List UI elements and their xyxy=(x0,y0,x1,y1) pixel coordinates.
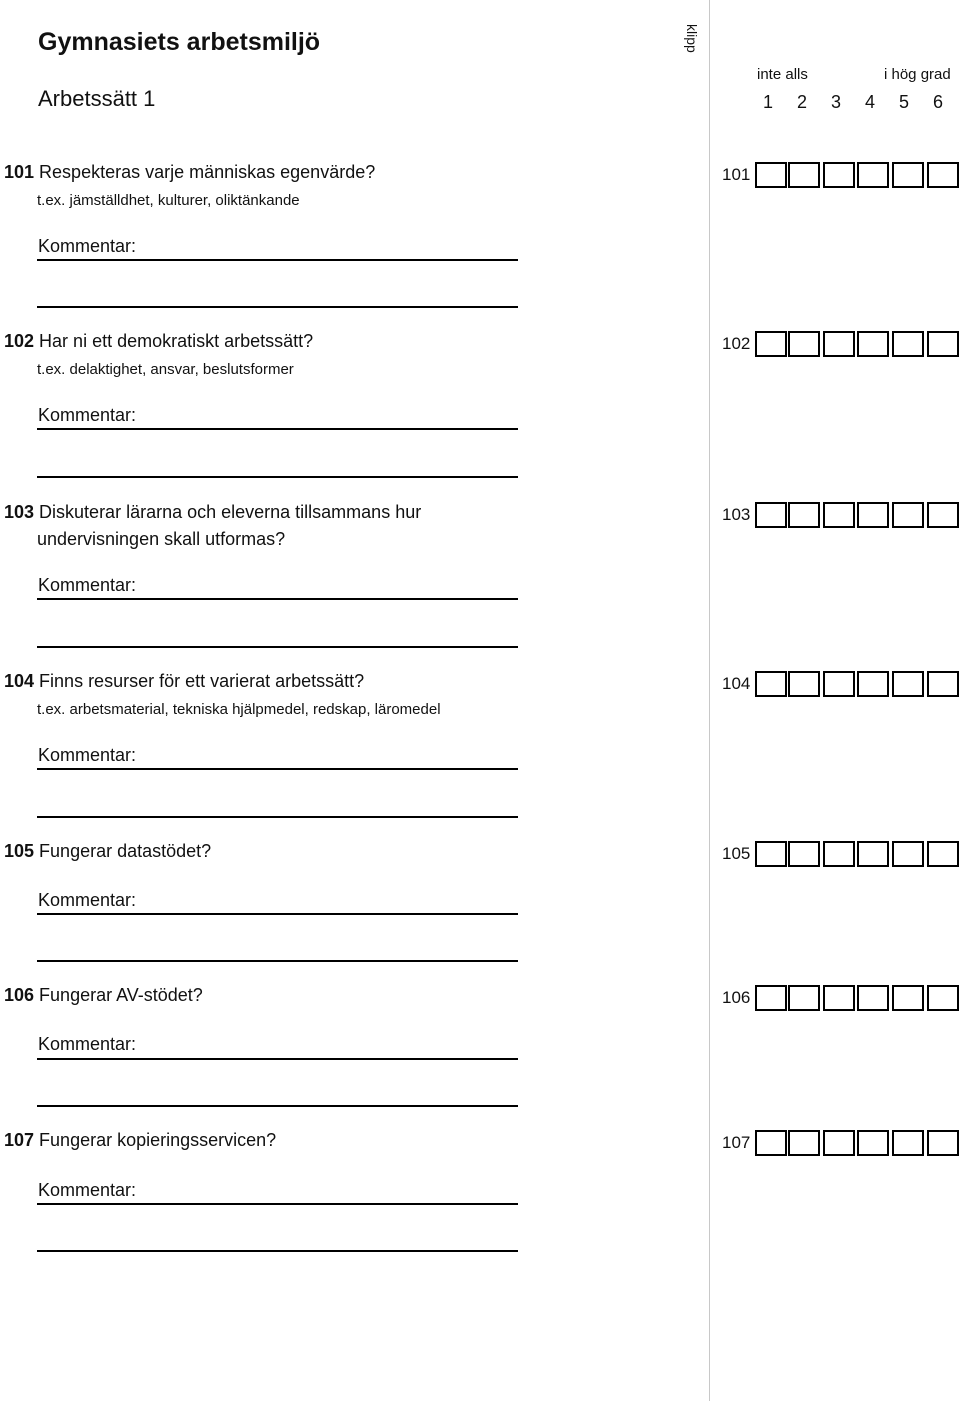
question-code: 107 xyxy=(722,1133,751,1152)
rating-checkbox-2[interactable] xyxy=(788,502,820,528)
question-number: 103 xyxy=(4,502,35,522)
question-text: Fungerar datastödet? xyxy=(39,841,212,861)
rating-checkbox-3[interactable] xyxy=(823,331,855,357)
rating-checkbox-4[interactable] xyxy=(857,841,889,867)
question-line-103 xyxy=(4,502,421,523)
question-text: Har ni ett demokratiskt arbetssätt? xyxy=(39,331,314,351)
rating-checkbox-1[interactable] xyxy=(755,985,787,1011)
question-hint: t.ex. delaktighet, ansvar, beslutsformer xyxy=(37,361,294,378)
rating-checkbox-4[interactable] xyxy=(857,502,889,528)
question-text: Respekteras varje människas egenvärde? xyxy=(39,162,376,182)
question-code: 103 xyxy=(722,505,751,524)
rating-checkbox-2[interactable] xyxy=(788,985,820,1011)
comment-label: Kommentar: xyxy=(38,1180,137,1200)
rating-checkbox-1[interactable] xyxy=(755,162,787,188)
comment-line[interactable] xyxy=(37,1203,518,1205)
scale-number-3: 3 xyxy=(830,92,841,112)
rating-checkbox-4[interactable] xyxy=(857,1130,889,1156)
rating-checkbox-6[interactable] xyxy=(927,985,959,1011)
question-hint: t.ex. jämställdhet, kulturer, oliktänkande xyxy=(37,192,300,209)
comment-line[interactable] xyxy=(37,476,518,478)
comment-line[interactable] xyxy=(37,913,518,915)
rating-checkbox-3[interactable] xyxy=(823,502,855,528)
scale-number-2: 2 xyxy=(796,92,807,112)
rating-checkbox-4[interactable] xyxy=(857,985,889,1011)
comment-line[interactable] xyxy=(37,259,518,261)
rating-checkbox-4[interactable] xyxy=(857,671,889,697)
rating-checkbox-6[interactable] xyxy=(927,1130,959,1156)
scale-number-6: 6 xyxy=(932,92,943,112)
question-line-107 xyxy=(4,1130,276,1151)
rating-checkbox-6[interactable] xyxy=(927,502,959,528)
question-code: 102 xyxy=(722,334,751,353)
question-line-104 xyxy=(4,671,364,692)
question-line-105 xyxy=(4,841,211,862)
question-text: Fungerar kopieringsservicen? xyxy=(39,1130,277,1150)
question-line-102 xyxy=(4,331,313,352)
rating-checkbox-6[interactable] xyxy=(927,841,959,867)
rating-checkbox-4[interactable] xyxy=(857,162,889,188)
comment-line[interactable] xyxy=(37,816,518,818)
question-number: 106 xyxy=(4,985,35,1005)
comment-line[interactable] xyxy=(37,428,518,430)
rating-checkbox-6[interactable] xyxy=(927,162,959,188)
comment-line[interactable] xyxy=(37,1105,518,1107)
rating-checkbox-1[interactable] xyxy=(755,671,787,697)
question-line-106 xyxy=(4,985,203,1006)
rating-checkbox-6[interactable] xyxy=(927,671,959,697)
rating-checkbox-2[interactable] xyxy=(788,671,820,697)
rating-checkbox-5[interactable] xyxy=(892,985,924,1011)
page-title: Gymnasiets arbetsmiljö xyxy=(38,28,321,56)
comment-label: Kommentar: xyxy=(38,745,137,765)
rating-checkbox-1[interactable] xyxy=(755,331,787,357)
question-number: 102 xyxy=(4,331,35,351)
scale-high-label: i hög grad xyxy=(884,66,951,83)
rating-checkbox-4[interactable] xyxy=(857,331,889,357)
rating-checkbox-5[interactable] xyxy=(892,1130,924,1156)
comment-line[interactable] xyxy=(37,960,518,962)
comment-label: Kommentar: xyxy=(38,890,137,910)
comment-line[interactable] xyxy=(37,598,518,600)
rating-checkbox-1[interactable] xyxy=(755,502,787,528)
question-code: 104 xyxy=(722,674,751,693)
rating-checkbox-3[interactable] xyxy=(823,841,855,867)
scale-number-5: 5 xyxy=(898,92,909,112)
page-subtitle: Arbetssätt 1 xyxy=(38,86,156,111)
rating-checkbox-5[interactable] xyxy=(892,671,924,697)
comment-label: Kommentar: xyxy=(38,405,137,425)
rating-checkbox-2[interactable] xyxy=(788,331,820,357)
scale-low-label: inte alls xyxy=(757,66,808,83)
scale-number-1: 1 xyxy=(762,92,773,112)
rating-checkbox-3[interactable] xyxy=(823,985,855,1011)
question-number: 107 xyxy=(4,1130,35,1150)
question-text: Finns resurser för ett varierat arbetssätt? xyxy=(39,671,365,691)
rating-checkbox-5[interactable] xyxy=(892,331,924,357)
question-text: Diskuterar lärarna och eleverna tillsammans hur xyxy=(39,502,422,522)
comment-line[interactable] xyxy=(37,646,518,648)
comment-label: Kommentar: xyxy=(38,1034,137,1054)
question-code: 106 xyxy=(722,988,751,1007)
rating-checkbox-5[interactable] xyxy=(892,841,924,867)
scale-number-4: 4 xyxy=(864,92,875,112)
rating-checkbox-3[interactable] xyxy=(823,162,855,188)
question-number: 105 xyxy=(4,841,35,861)
comment-line[interactable] xyxy=(37,1058,518,1060)
question-code: 105 xyxy=(722,844,751,863)
rating-checkbox-2[interactable] xyxy=(788,841,820,867)
rating-checkbox-1[interactable] xyxy=(755,1130,787,1156)
comment-label: Kommentar: xyxy=(38,236,137,256)
rating-checkbox-5[interactable] xyxy=(892,162,924,188)
question-text: Fungerar AV-stödet? xyxy=(39,985,203,1005)
comment-line[interactable] xyxy=(37,1250,518,1252)
rating-checkbox-6[interactable] xyxy=(927,331,959,357)
rating-checkbox-2[interactable] xyxy=(788,1130,820,1156)
question-number: 101 xyxy=(4,162,35,182)
comment-label: Kommentar: xyxy=(38,575,137,595)
cut-line xyxy=(709,0,710,1401)
rating-checkbox-3[interactable] xyxy=(823,1130,855,1156)
comment-line[interactable] xyxy=(37,306,518,308)
comment-line[interactable] xyxy=(37,768,518,770)
rating-checkbox-3[interactable] xyxy=(823,671,855,697)
question-line-101 xyxy=(4,162,375,183)
rating-checkbox-1[interactable] xyxy=(755,841,787,867)
rating-checkbox-5[interactable] xyxy=(892,502,924,528)
question-text-continued: undervisningen skall utformas? xyxy=(37,529,286,549)
question-code: 101 xyxy=(722,165,751,184)
rating-checkbox-2[interactable] xyxy=(788,162,820,188)
cut-label: klipp xyxy=(684,24,700,53)
question-number: 104 xyxy=(4,671,35,691)
question-hint: t.ex. arbetsmaterial, tekniska hjälpmedel, redskap, läromedel xyxy=(37,701,441,718)
